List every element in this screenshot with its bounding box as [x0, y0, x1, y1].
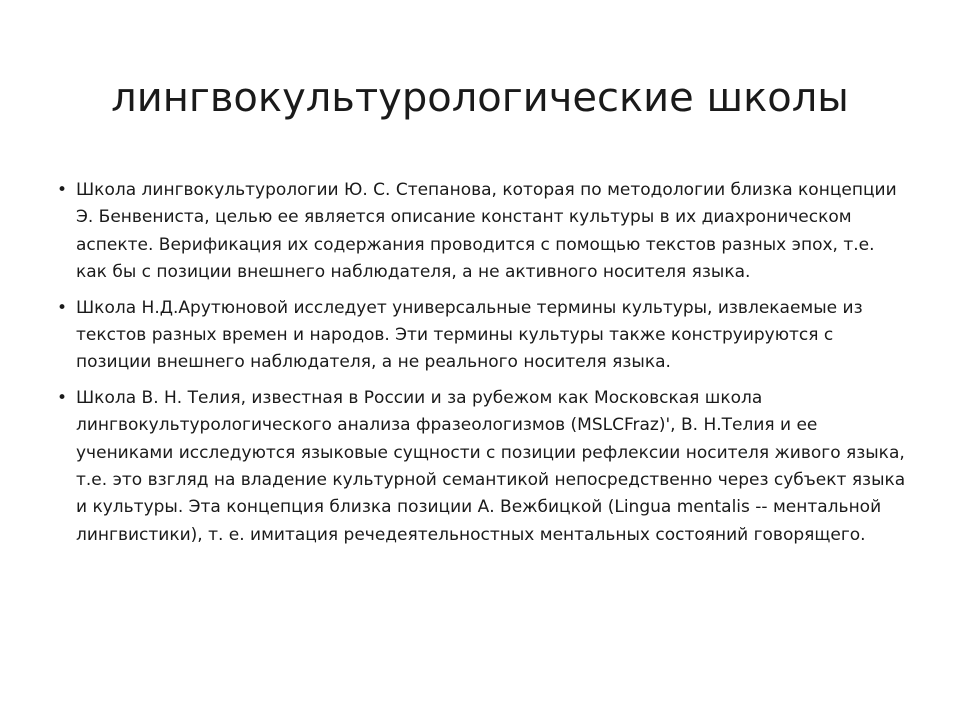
bullet-item-teliya	[57, 385, 907, 549]
slide-title: лингвокультурологические школы	[111, 75, 849, 121]
bullet-text: Школа Н.Д.Арутюновой исследует универсальные термины культуры, извлекаемые из текстов разных времен и народов. Эти термины культуры также конструируются с позиции внешнего наблюдателя, а не реального носителя языка.	[76, 297, 863, 373]
bullet-text: Школа лингвокультурологии Ю. С. Степанова, которая по методологии близка концепции Э. Бенвениста, целью ее является описание констант культуры в их диахроническом аспекте. Верификация их содержания проводится с помощью текстов разных эпох, т.е. как бы с позиции внешнего наблюдателя, а не активного носителя языка.	[76, 180, 897, 283]
bullet-text: Школа В. Н. Телия, известная в России и за рубежом как Московская школа лингвокультурологического анализа фразеологизмов (MSLCFraz)', В. Н.Телия и ее учениками исследуются языковые сущности с позиции рефлексии носителя живого языка, т.е. это взгляд на владение культурной семантикой непосредственно через субъект языка и культуры. Эта концепция близка позиции А. Вежбицкой (Lingua mentalis -- ментальной лингвистики), т. е. имитация речедеятельностных ментальных состояний говорящего.	[76, 387, 906, 545]
bullet-item-stepanov	[57, 177, 907, 287]
bullet-dot-icon: •	[57, 387, 68, 408]
bullet-list	[57, 177, 907, 557]
bullet-dot-icon: •	[57, 297, 68, 318]
bullet-dot-icon: •	[57, 180, 68, 200]
bullet-item-arutyunova	[57, 295, 907, 377]
